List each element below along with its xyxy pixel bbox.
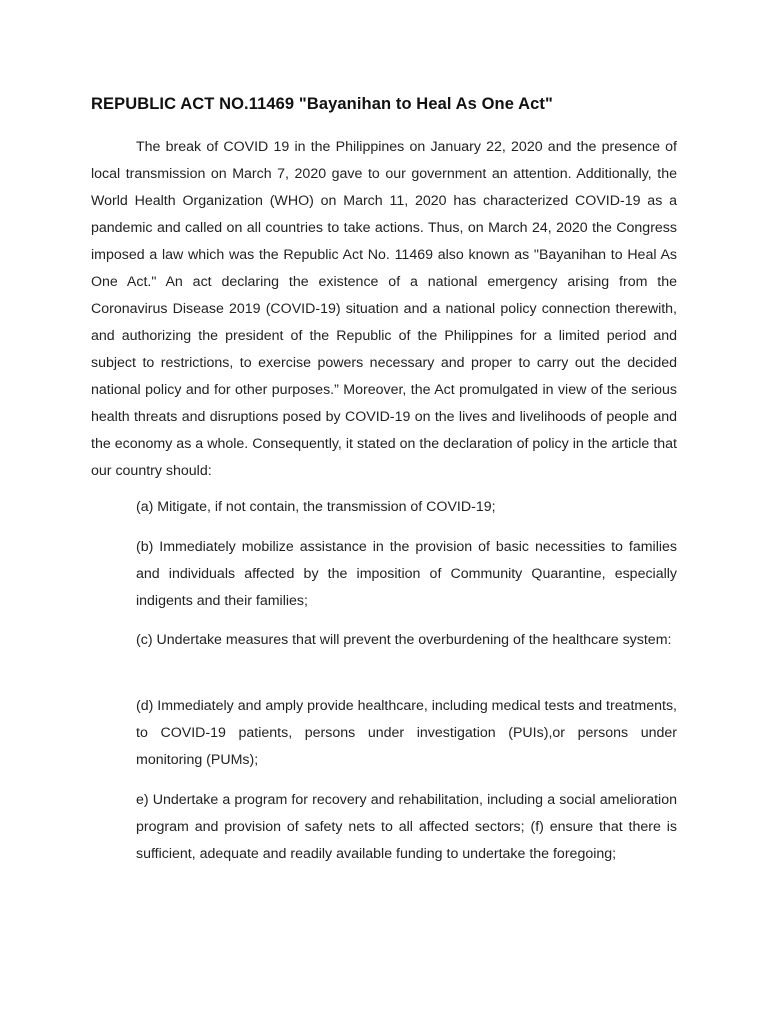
policy-item-b: (b) Immediately mobilize assistance in the provision of basic necessities to families and individuals affected by the imposition of Community Quarantine, especially indigents and their families; — [136, 539, 677, 609]
policy-item-e-f: e) Undertake a program for recovery and rehabilitation, including a social amelioration program and provision of safety nets to all affected sectors; (f) ensure that there is sufficient, adequate and readily available funding to undertake the foregoing; — [136, 792, 677, 862]
intro-paragraph: The break of COVID 19 in the Philippines on January 22, 2020 and the presence of local transmission on March 7, 2020 gave to our government an attention. Additionally, the World Health Organization (WHO) on March 11, 2020 has characterized COVID-19 as a pandemic and called on all countries to take actions. Thus, on March 24, 2020 the Congress imposed a law which was the Republic Act No. 11469 also known as "Bayanihan to Heal As One Act." An act declaring the existence of a national emergency arising from the Coronavirus Disease 2019 (COVID-19) situation and a national policy connection therewith, and authorizing the president of the Republic of the Philippines for a limited period and subject to restrictions, to exercise powers necessary and proper to carry out the decided national policy and for other purposes.” Moreover, the Act promulgated in view of the serious health threats and disruptions posed by COVID-19 on the lives and livelihoods of people and the economy as a whole. Consequently, it stated on the declaration of policy in the article that our country should: — [91, 139, 677, 479]
policy-item-d: (d) Immediately and amply provide healthcare, including medical tests and treatments, to COVID-19 patients, persons under investigation (PUIs),or persons under monitoring (PUMs); — [136, 698, 677, 768]
document-title: REPUBLIC ACT NO.11469 "Bayanihan to Heal As One Act" — [91, 95, 553, 113]
policy-item-a: (a) Mitigate, if not contain, the transmission of COVID-19; — [136, 499, 496, 515]
policy-item-c: (c) Undertake measures that will prevent the overburdening of the healthcare system: — [136, 632, 672, 648]
